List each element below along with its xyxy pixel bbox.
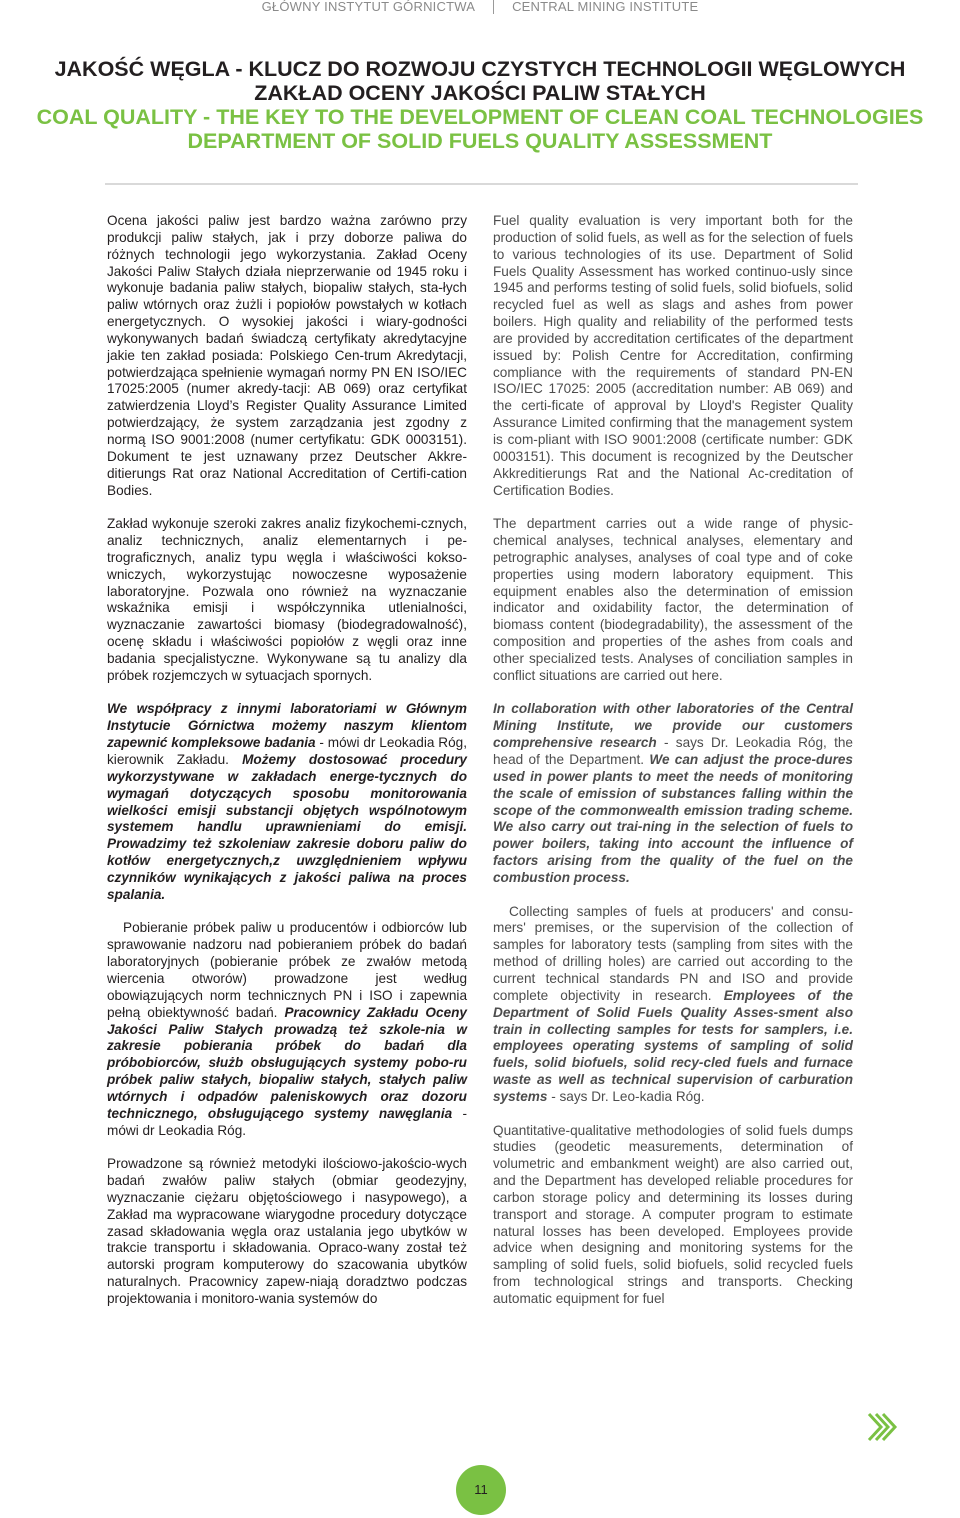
quote-en-2: We can adjust the proce-dures used in power plants to meet the needs of monitoring the scale of emission of substances falling within the scope of the commonwealth emission trading scheme. We also carry out trai-ning in the selection of fuels to power boilers, taking into account the influence of factors arising from the quality of the fuel on the combustion process. (493, 752, 853, 885)
quote-en-3: Employees of the Department of Solid Fuels Quality Asses-sment also train in collecting samples for tests for samplers, i.e. employees operating systems of sampling of solid fuels, solid biofuels, solid recy-cled fuels and furnace waste as well as technical supervision of carburation systems (493, 987, 853, 1104)
header-institute-pl: GŁÓWNY INSTYTUT GÓRNICTWA (261, 0, 476, 14)
paragraph-en-4 (493, 904, 853, 1106)
quote-pl-1: We współpracy z innymi laboratoriami w Głównym Instytucie Górnictwa możemy naszym klientom zapewnić kompleksowe badania (107, 701, 467, 751)
header-separator (493, 0, 494, 14)
attribution-pl-2: - mówi dr Leokadia Róg. (107, 1105, 467, 1138)
title-pl-line2: ZAKŁAD OCENY JAKOŚCI PALIW STAŁYCH (254, 81, 706, 105)
paragraph-en-2: The department carries out a wide range of physic-chemical analyses, technical analyses, elementary and petrographic analyses, analyses of coal type and of coke properties using modern laboratory equipment. This equipment enables also the determination of emission indicator and oxidability factor, the determination of biomass content (biodegradability), the assessment of the composition and properties of the ashes from coals and other specialized tests. Analyses of conciliation samples in conflict situations are carried out here. (493, 516, 853, 683)
paragraph-en-1: Fuel quality evaluation is very important both for the production of solid fuels, as well as for the selection of fuels to various technologies of its use. Department of Solid Fuels Quality Assessment has worked continuo-usly since 1945 and performs testing of solid fuels, solid biofuels, solid recycled fuel as well as slags and ashes from power boilers. High quality and reliability of the performed tests are provided by accreditation certificates of the department issued by: Polish Centre for Accreditation, confirming compliance with the requirements of standard PN-EN ISO/IEC 17025: 2005 (accreditation number: AB 069) and the certi-ficate of approval by Lloyd's Register Quality Assurance Limited confirming that the management system is com-pliant with ISO 9001:2008 (certificate number: GDK 0003151). This document is recognized by the Deutscher Akkreditierungs Rat and the National Ac-creditation of Certification Bodies. (493, 213, 853, 498)
title-divider (105, 183, 858, 185)
column-english (493, 213, 853, 1325)
text-pl-4a: Pobieranie próbek paliw u producentów i odbiorców lub sprawowanie nadzoru nad pobieraniem próbek do badań laboratoryjnych (pobieranie próbek ze zwałów metodą wiercenia otworów) prowadzone jest według obowiązujących norm technicznych PN i ISO i zapewnia pełną obiektywność badań. (107, 920, 467, 1020)
text-en-4a: Collecting samples of fuels at producers' and consu-mers' premises, or the supervision of the collection of samples for laboratory tests (sampling from sites with the method of drilling holes) are carried out according to the current technical standards PN and ISO and provide complete objectivity in research. (493, 903, 853, 1003)
title-en-line2: DEPARTMENT OF SOLID FUELS QUALITY ASSESSMENT (187, 129, 773, 153)
paragraph-en-3 (493, 701, 853, 886)
title-pl-line1: JAKOŚĆ WĘGLA - KLUCZ DO ROZWOJU CZYSTYCH TECHNOLOGII WĘGLOWYCH (54, 57, 906, 81)
paragraph-pl-1: Ocena jakości paliw jest bardzo ważna zarówno przy produkcji paliw stałych, jak i przy doborze paliwa do różnych technologii jego wykorzystania. Zakład Oceny Jakości Paliw Stałych działa nieprzerwanie od 1945 roku i wykonuje badania paliw stałych, biopaliw stałych, sta-łych paliw wtórnych oraz żużli i popiołów powstałych w kotłach energetycznych. O wysokiej jakości i wiary-godności wykonywanych badań świadczą certyfikaty akredytacyjne jakie ten zakład posiada: Polskiego Cen-trum Akredytacji, potwierdzająca spełnienie wymagań normy PN EN ISO/IEC 17025:2005 (numer akredy-tacji: AB 069) oraz certyfikat zatwierdzenia Lloyd’s Register Quality Assurance Limited potwierdzający, że system zarządzania jest zgodny z normą ISO 9001:2008 (numer certyfikatu: GDK 0003151). Dokument te jest uznawany przez Deutscher Akkre-ditierungs Rat oraz National Accreditation of Certifi-cation Bodies. (107, 213, 467, 498)
attribution-pl-1: - mówi dr Leokadia Róg, kierownik Zakładu. (107, 735, 467, 767)
title-en-line1: COAL QUALITY - THE KEY TO THE DEVELOPMENT OF CLEAN COAL TECHNOLOGIES (36, 105, 924, 129)
title-block (0, 57, 960, 153)
running-header (0, 0, 960, 16)
paragraph-en-5: Quantitative-qualitative methodologies of solid fuels dumps studies (geodetic measurements, determination of volumetric and embankment weight) are also carried out, and the Department has developed reliable procedures for carbon storage policy and determining its losses during transport and storage. A computer program to estimate natural losses has been developed. Employees provide advice when designing and monitoring systems for the sampling of solid fuels, solid biofuels, solid recycled fuels from technological strings and transports. Checking automatic equipment for fuel (493, 1122, 853, 1306)
double-chevron-right-icon[interactable] (866, 1410, 906, 1444)
attribution-en-1: - says Dr. Leokadia Róg, the head of the Department. (493, 735, 853, 767)
paragraph-pl-5: Prowadzone są również metodyki ilościowo-jakościo-wych badań zwałów paliw stałych (obmiar geodezyjny, wyznaczanie ciężaru objętościowego i nasypowego), a Zakład ma wypracowane wiarygodne procedury dotyczące zasad składowania węgla oraz ustalania jego ubytków w trakcie transportu i składowania. Opraco-wany został też autorski program komputerowy do szacowania ubytków naturalnych. Pracownicy zapew-niają doradztwo podczas projektowania i monitoro-wania systemów do (107, 1156, 467, 1306)
paragraph-pl-4 (107, 920, 467, 1139)
page-number: 11 (456, 1465, 506, 1515)
quote-en-1: In collaboration with other laboratories of the Central Mining Institute, we provide our customers comprehensive research (493, 701, 853, 751)
paragraph-pl-3 (107, 701, 467, 903)
quote-pl-2: Możemy dostosować procedury wykorzystywane w zakładach energe-tycznych do wymagań dotyczących sposobu monitorowania wielkości emisji substancji objętych wspólnotowym systemem handlu uprawnieniami do emisji. Prowadzimy też szkoleniaw zakresie doboru paliw do kotłów energetycznych,z uwzględnieniem wpływu czynników wynikających z jakości paliwa na proces spalania. (107, 752, 467, 902)
column-polish (107, 213, 467, 1325)
quote-pl-3: Pracownicy Zakładu Oceny Jakości Paliw Stałych prowadzą też szkole-nia w zakresie pobierania próbek do badań dla próbobiorców, służb obsługujących systemy pobo-ru próbek paliw stałych, biopaliw stałych, stałych paliw wtórnych i odpadów paleniskowych oraz dozoru technicznego, obsługującego systemy nawęglania (107, 1004, 467, 1121)
header-institute-en: CENTRAL MINING INSTITUTE (512, 0, 699, 14)
paragraph-pl-2: Zakład wykonuje szeroki zakres analiz fizykochemi-cznych, analiz technicznych, analiz elementarnych i pe-trograficznych, analiz typu węgla i właściwości kokso-wniczych, wykorzystując nowoczesne wyposażenie laboratoryjne. Pozwala ono również na wyznaczanie wskaźnika emisji i współczynnika utlenialności, wyznaczanie zawartości biomasy (biodegradowalność), ocenę składu i właściwości popiołów z węgli oraz inne badania specjalistyczne. Wykonywane są tu analizy dla próbek rozjemczych w sytuacjach spornych. (107, 516, 467, 683)
attribution-en-2: - says Dr. Leo-kadia Róg. (547, 1088, 705, 1104)
